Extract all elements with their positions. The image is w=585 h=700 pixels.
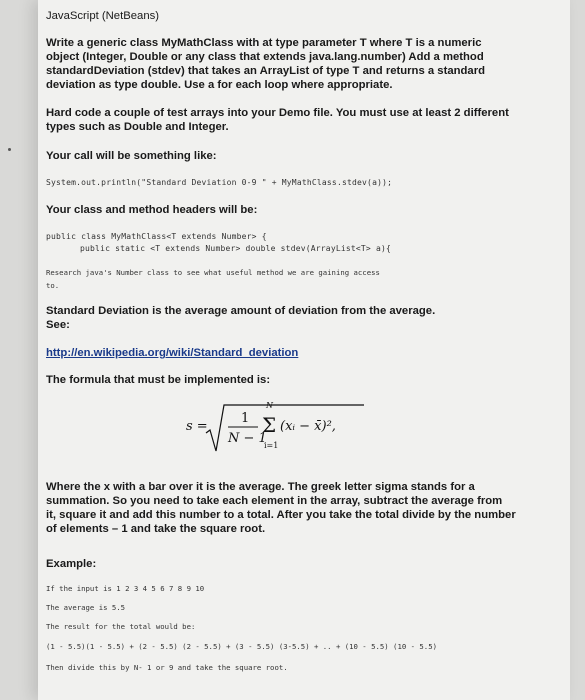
header-code-method: public static <T extends Number> double stdev(ArrayList<T> a){ [80,244,392,253]
intro-line-2: object (Integer, Double or any class that extends java.lang.number) Add a method [46,51,484,63]
formula-numerator: 1 [241,411,250,426]
research-line-1: Research java's Number class to see what useful method we are gaining access [46,268,380,277]
formula-lower-limit: i=1 [264,441,279,450]
hardcode-line-1: Hard code a couple of test arrays into your Demo file. You must use at least 2 different [46,107,509,119]
where-line-4: of elements – 1 and take the square root. [46,523,266,535]
call-heading: Your call will be something like: [46,150,217,162]
intro-line-4: deviation as type double. Use a for each loop where appropriate. [46,79,393,91]
research-line-2: to. [46,281,60,290]
example-heading: Example: [46,558,97,570]
formula-s: s = [186,419,208,434]
example-line-4: (1 - 5.5)(1 - 5.5) + (2 - 5.5) (2 - 5.5) + (3 - 5.5) (3-5.5) + .. + (10 - 5.5) (10 - 5.5) [46,642,437,651]
margin-dot [8,148,11,151]
formula-upper-limit: N [266,401,273,410]
hardcode-line-2: types such as Double and Integer. [46,121,229,133]
example-line-5: Then divide this by N- 1 or 9 and take the square root. [46,663,288,672]
formula-term: (xᵢ − x̄)², [280,419,336,434]
header-code-class: public class MyMathClass<T extends Number> { [46,232,267,241]
call-code: System.out.println("Standard Deviation 0-9 " + MyMathClass.stdev(a)); [46,178,393,187]
std-dev-formula [186,403,366,455]
headers-heading: Your class and method headers will be: [46,204,258,216]
sd-line-1: Standard Deviation is the average amount of deviation from the average. [46,305,436,317]
example-line-1: If the input is 1 2 3 4 5 6 7 8 9 10 [46,584,205,593]
intro-line-1: Write a generic class MyMathClass with at type parameter T where T is a numeric [46,37,482,49]
intro-line-3: standardDeviation (stdev) that takes an ArrayList of type T and returns a standard [46,65,486,77]
document-title: JavaScript (NetBeans) [46,10,160,22]
example-line-3: The result for the total would be: [46,622,196,631]
formula-sigma: Σ [262,413,277,437]
where-line-3: it, square it and add this number to a total. After you take the total divide by the number [46,509,516,521]
sd-line-2: See: [46,319,70,331]
formula-denominator: N − 1 [228,431,267,446]
formula-heading: The formula that must be implemented is: [46,374,271,386]
where-line-2: summation. So you need to take each element in the array, subtract the average from [46,495,503,507]
where-line-1: Where the x with a bar over it is the average. The greek letter sigma stands for a [46,481,475,493]
example-line-2: The average is 5.5 [46,603,126,612]
wikipedia-link[interactable]: http://en.wikipedia.org/wiki/Standard_deviation [46,347,299,359]
